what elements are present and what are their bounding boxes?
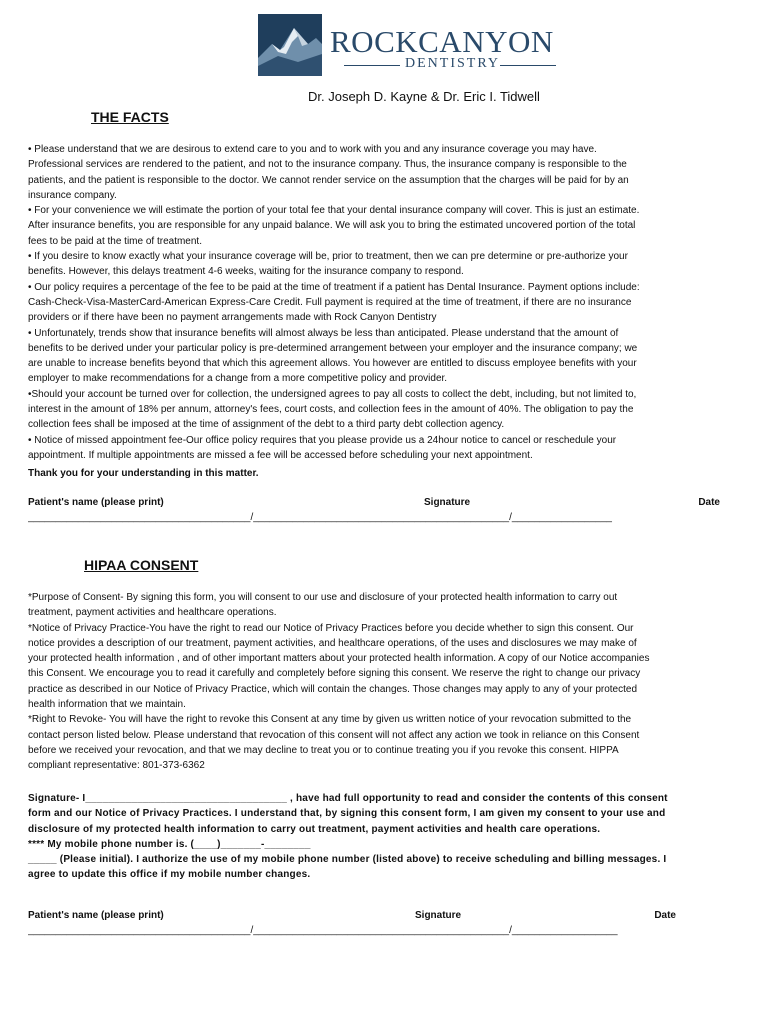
consent-block [28, 791, 728, 883]
patient-name-label: Patient's name (please print) [28, 497, 164, 508]
facts-heading: THE FACTS [91, 109, 169, 125]
consent-line: agree to update this office if my mobile number changes. [28, 869, 311, 881]
signature-label: Signature [424, 497, 471, 508]
facts-line: • Our policy requires a percentage of the fee to be paid at the time of treatment if a patient has Dental Insurance. Payment options include: [28, 281, 640, 293]
signature-label-2: Signature [415, 910, 462, 921]
facts-line: interest in the amount of 18% per annum, attorney's fees, court costs, and collection fees in the amount of 40%. The obligation to pay the [28, 404, 634, 416]
doctors-names: Dr. Joseph D. Kayne & Dr. Eric I. Tidwell [308, 89, 540, 104]
facts-line: • Notice of missed appointment fee-Our office policy requires that you please provide us a 24hour notice to cancel or reschedule your [28, 434, 617, 446]
facts-line: Cash-Check-Visa-MasterCard-American Express-Care Credit. Full payment is required at the time of treatment, if there are no insurance [28, 296, 632, 308]
facts-line: collection fees shall be imposed at the time of assignment of the debt to a third party debt collection agency. [28, 419, 505, 431]
hipaa-line: before we received your revocation, and that we may decline to treat you or to continue treating you if you revoke this consent. HIPPA [28, 744, 619, 756]
facts-line: • Please understand that we are desirous to extend care to you and to work with you and any insurance coverage you may have. [28, 144, 597, 155]
hipaa-line: your protected health information , and of other important matters about your protected health information. A copy of our Notice accompanies [28, 653, 650, 665]
date-label: Date [698, 497, 720, 508]
logo-divider-right [500, 65, 556, 66]
facts-line: are unable to increase benefits beyond that which this agreement allows. You however are entitled to discuss employee benefits with your [28, 358, 637, 370]
hipaa-line: *Notice of Privacy Practice-You have the right to read our Notice of Privacy Practices before you decide whether to sign this consent. Our [28, 622, 634, 634]
hipaa-body [28, 590, 728, 774]
logo-divider-left [344, 65, 400, 66]
facts-line: •Should your account be turned over for collection, the undersigned agrees to pay all costs to collect the debt, including, but not limited to, [28, 388, 637, 400]
consent-line: **** My mobile phone number is. (____)_______-________ [28, 838, 311, 850]
date-label-2: Date [654, 910, 676, 921]
consent-line: _____ (Please initial). I authorize the use of my mobile phone number (listed above) to receive scheduling and billing messages. I [28, 854, 667, 866]
signature-line-2[interactable]: ________________________________________/______________________________________________/___________________ [28, 925, 618, 936]
facts-line: appointment. If multiple appointments are missed a fee will be accessed before scheduling your next appointment. [28, 449, 533, 461]
facts-body [28, 142, 728, 463]
logo-name: ROCKCANYON [330, 24, 554, 59]
signature-line-1[interactable]: ________________________________________/______________________________________________/__________________ [28, 512, 612, 523]
consent-line: form and our Notice of Privacy Practices. I understand that, by signing this consent form, I am given my consent to your use and [28, 808, 666, 820]
patient-name-label-2: Patient's name (please print) [28, 910, 164, 921]
hipaa-line: *Right to Revoke- You will have the right to revoke this Consent at any time by given us written notice of your revocation submitted to the [28, 714, 632, 726]
hipaa-line: treatment, payment activities and healthcare operations. [28, 607, 277, 619]
facts-line: insurance company. [28, 189, 117, 201]
hipaa-line: notice provides a description of our treatment, payment activities, and healthcare operations, of the uses and disclosures we may make of [28, 637, 637, 649]
facts-line: • If you desire to know exactly what your insurance coverage will be, prior to treatment, then we can pre determine or pre-authorize your [28, 251, 628, 263]
facts-line: • Unfortunately, trends show that insurance benefits will almost always be less than anticipated. Please understand that the amount of [28, 327, 619, 339]
consent-line: disclosure of my protected health information to carry out treatment, payment activities and health care operations. [28, 823, 601, 835]
facts-line: After insurance benefits, you are responsible for any unpaid balance. We will ask you to bring the estimated uncovered portion of the total [28, 220, 636, 232]
facts-line: benefits. However, this delays treatment 4-6 weeks, waiting for the insurance company to respond. [28, 266, 464, 278]
hipaa-line: health information that we maintain. [28, 699, 186, 711]
hipaa-line: compliant representative: 801-373-6362 [28, 760, 205, 772]
facts-line: employer to make recommendations for a change from a more competitive policy and provider. [28, 373, 448, 385]
facts-line: patients, and the patient is responsible to the doctor. We cannot render service on the assumption that the charges will be paid for by an [28, 174, 629, 186]
thanks-line: Thank you for your understanding in this matter. [28, 468, 259, 479]
facts-line: fees to be paid at the time of treatment. [28, 235, 202, 247]
facts-line: Professional services are rendered to the patient, and not to the insurance company. Thus, the insurance company is responsible to the [28, 159, 627, 171]
hipaa-heading: HIPAA CONSENT [84, 557, 199, 573]
facts-line: benefits to be derived under your particular policy is pre-determined arrangement between your employer and the insurance company; we [28, 342, 638, 354]
hipaa-line: *Purpose of Consent- By signing this form, you will consent to our use and disclosure of your protected health information to carry out [28, 592, 618, 603]
rock-canyon-logo [258, 14, 558, 76]
facts-line: • For your convenience we will estimate the portion of your total fee that your dental insurance company will cover. This is just an estimate. [28, 205, 640, 217]
hipaa-line: contact person listed below. Please understand that revocation of this consent will not affect any action we took in reliance on this Consent [28, 729, 640, 741]
logo-subtitle: DENTISTRY [405, 56, 500, 71]
hipaa-line: practice as described in our Notice of Privacy Practice, which will contain the changes. Those changes may apply to any of your protected [28, 683, 638, 695]
consent-line: Signature- I___________________________________ , have had full opportunity to read and consider the contents of this consent [28, 793, 668, 804]
hipaa-line: this Consent. We encourage you to read it carefully and completely before signing this consent. We reserve the right to change our privacy [28, 668, 641, 680]
mountain-logo-icon [258, 14, 322, 76]
facts-line: providers or if there have been no payment arrangements made with Rock Canyon Dentistry [28, 312, 437, 324]
